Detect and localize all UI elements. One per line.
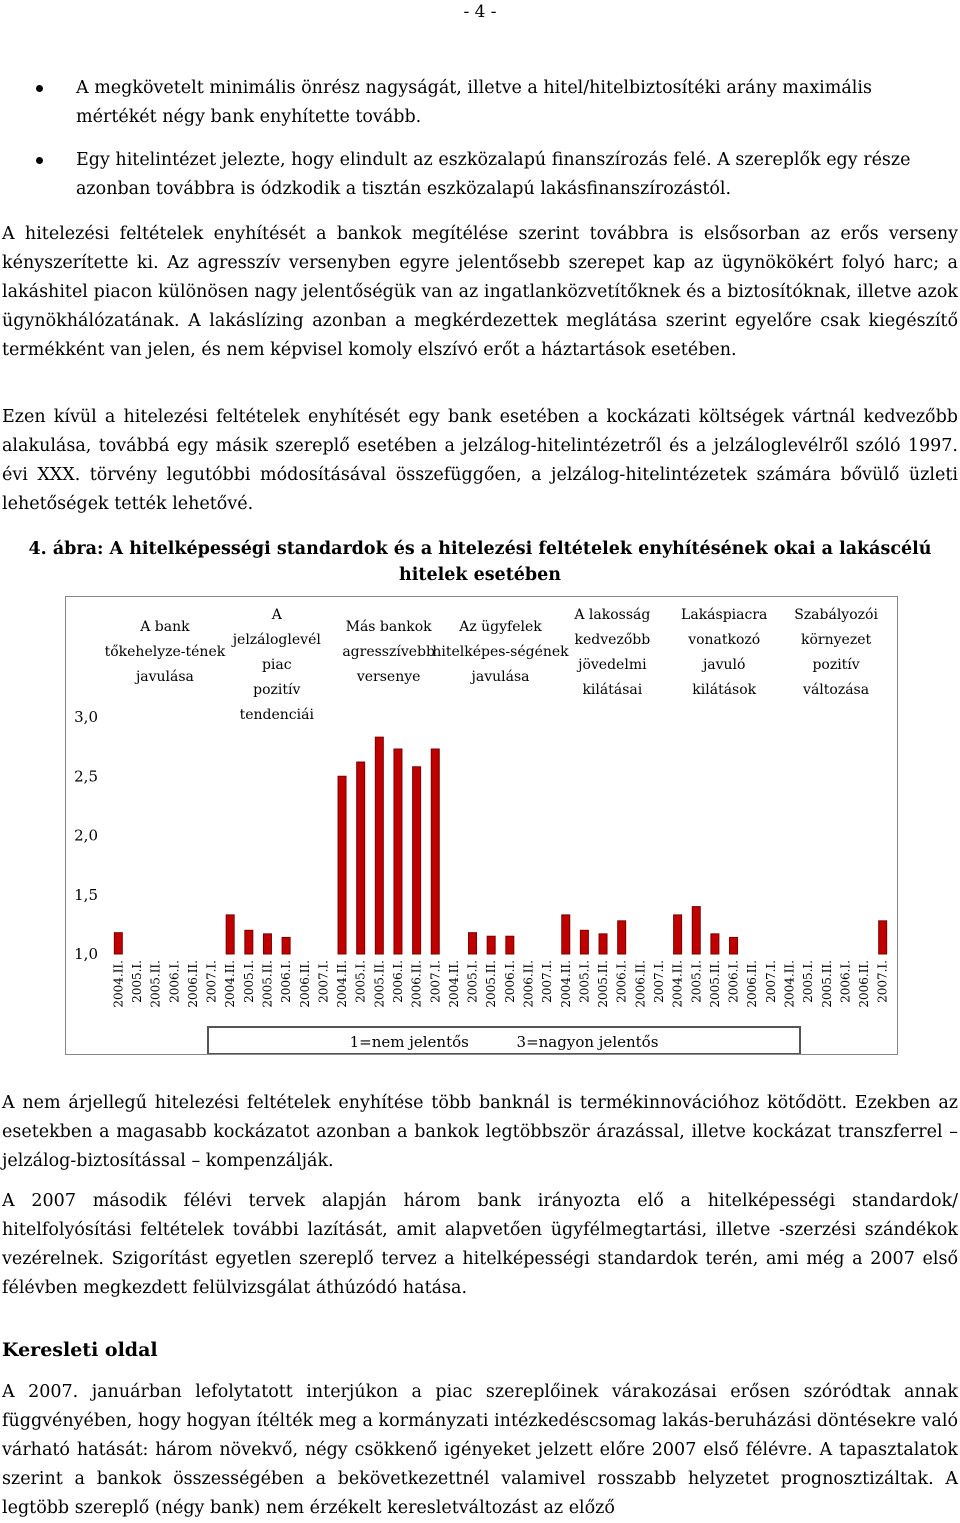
x-tick-label: 2007.I. (651, 960, 666, 1003)
chart-frame (65, 596, 898, 1055)
x-tick-label: 2005.I. (577, 960, 592, 1003)
group-label: javulása (135, 669, 194, 685)
y-tick-label: 2,5 (74, 767, 98, 786)
bar (562, 915, 570, 954)
y-tick-label: 1,5 (74, 885, 98, 904)
x-tick-label: 2004.II. (111, 960, 126, 1008)
bar (618, 921, 626, 954)
x-tick-label: 2006.I. (390, 960, 405, 1003)
group-label: pozitív (812, 657, 860, 673)
paragraph: Ezen kívül a hitelezési feltételek enyhítését egy bank esetében a kockázati költségek vártnál kedvezőbb alakulása, továbbá egy másik szereplő esetében a jelzálog-hitelintézetről és a jelzáloglevélről szóló 1997. évi XXX. törvény legutóbbi módosításával összefüggően, a jelzálog-hitelintézetek számára bővülő üzleti lehetőségek tették lehetővé. (2, 407, 958, 514)
x-tick-label: 2005.II. (372, 960, 387, 1008)
x-tick-label: 2006.I. (167, 960, 182, 1003)
bar (469, 933, 477, 954)
x-tick-label: 2007.I. (204, 960, 219, 1003)
bullet-item: Egy hitelintézet jelezte, hogy elindult az eszközalapú finanszírozás felé. A szereplők egy része azonban továbbra is ódzkodik a tisztán eszközalapú lakásfinanszírozástól. (0, 146, 960, 204)
x-tick-label: 2005.II. (596, 960, 611, 1008)
x-tick-label: 2006.II. (521, 960, 536, 1008)
x-tick-label: 2005.II. (148, 960, 163, 1008)
y-tick-label: 3,0 (74, 708, 98, 726)
x-tick-label: 2007.I. (316, 960, 331, 1003)
group-label: A bank (140, 619, 190, 635)
group-label: A lakosság (574, 607, 651, 623)
paragraph: A nem árjellegű hitelezési feltételek enyhítése több banknál is termékinnovációhoz kötődött. Ezekben az esetekben a magasabb kockázatot azonban a bankok legtöbbször árazással, illetve kockázat transzferrel – jelzálog-biztosítással – kompenzálják. (2, 1093, 958, 1171)
group-label: kilátások (692, 682, 757, 698)
x-tick-label: 2004.II. (558, 960, 573, 1008)
group-label: Lakáspiacra (681, 607, 768, 623)
bar (711, 934, 719, 954)
x-tick-label: 2006.II. (745, 960, 760, 1008)
x-tick-label: 2006.II. (185, 960, 200, 1008)
bar (375, 737, 383, 954)
group-label: tőkehelyze-tének (104, 644, 226, 660)
bar (282, 937, 290, 954)
bar (245, 930, 253, 954)
group-label: A (271, 607, 282, 623)
group-label: Más bankok (345, 619, 432, 635)
bar (338, 776, 346, 954)
figure-title: 4. ábra: A hitelképességi standardok és a hitelezési feltételek enyhítésének okai a lakáscélú hitelek esetében (28, 539, 932, 585)
group-label: jövedelmi (578, 657, 647, 673)
x-tick-label: 2004.II. (446, 960, 461, 1008)
x-tick-label: 2005.I. (129, 960, 144, 1003)
bar (674, 915, 682, 954)
group-label: Szabályozói (794, 607, 878, 623)
group-label: versenye (356, 669, 421, 685)
y-tick-label: 2,0 (74, 826, 98, 845)
page-number: - 4 - (463, 2, 497, 22)
bar (879, 921, 887, 954)
group-label: környezet (801, 632, 872, 648)
section-heading: Keresleti oldal (2, 1339, 158, 1361)
group-label: kedvezőbb (574, 632, 651, 648)
x-tick-label: 2006.II. (409, 960, 424, 1008)
bar (263, 934, 271, 954)
x-tick-label: 2004.II. (335, 960, 350, 1008)
x-tick-label: 2007.I. (540, 960, 555, 1003)
group-label: javuló (702, 657, 746, 673)
bar (580, 930, 588, 954)
bar (487, 936, 495, 954)
x-tick-label: 2006.I. (279, 960, 294, 1003)
bar (357, 762, 365, 954)
bullet-list (0, 74, 960, 218)
x-tick-label: 2005.II. (260, 960, 275, 1008)
x-tick-label: 2006.I. (614, 960, 629, 1003)
x-tick-label: 2006.I. (726, 960, 741, 1003)
x-tick-label: 2007.I. (428, 960, 443, 1003)
x-tick-label: 2005.II. (484, 960, 499, 1008)
x-tick-label: 2005.II. (707, 960, 722, 1008)
x-tick-label: 2005.I. (241, 960, 256, 1003)
x-tick-label: 2007.I. (875, 960, 890, 1003)
paragraph: A hitelezési feltételek enyhítését a bankok megítélése szerint továbbra is elsősorban az erős verseny kényszerítette ki. Az agresszív versenyben egyre jelentősebb szerepet kap az ügynökökért folyó harc; a lakáshitel piacon különösen nagy jelentőségük van az ingatlanközvetítőknek és a biztosítóknak, illetve azok ügynökhálózatának. A lakáslízing azonban a megkérdezettek meglátása szerint egyelőre csak kiegészítő termékként van jelen, és nem képvisel komoly elszívó erőt a háztartások esetében. (2, 224, 958, 360)
group-label: jelzáloglevél (232, 632, 321, 648)
group-label: pozitív (253, 682, 301, 698)
group-label: vonatkozó (688, 632, 761, 648)
x-tick-label: 2006.II. (297, 960, 312, 1008)
x-tick-label: 2004.II. (670, 960, 685, 1008)
bar (599, 934, 607, 954)
paragraph: A 2007. januárban lefolytatott interjúkon a piac szereplőinek várakozásai erősen szóródtak annak függvényében, hogy hogyan ítélték meg a kormányzati intézkedéscsomag lakás-beruházási döntésekre való várható hatását: három növekvő, négy csökkenő igényeket jelzett előre 2007 első félévre. A tapasztalatok szerint a bankok összességében a bekövetkezettnél valamivel rosszabb helyzetet prognosztizáltak. A legtöbb szereplő (négy bank) nem érzékelt keresletváltozást az előző (2, 1382, 958, 1518)
group-label: agresszívebb (342, 644, 435, 660)
x-tick-label: 2006.I. (838, 960, 853, 1003)
group-label: javulása (471, 669, 530, 685)
x-tick-label: 2005.I. (353, 960, 368, 1003)
group-label: tendenciái (239, 707, 314, 723)
x-tick-label: 2005.I. (801, 960, 816, 1003)
x-tick-label: 2005.I. (689, 960, 704, 1003)
y-tick-label: 1,0 (74, 945, 98, 963)
group-label: piac (261, 657, 292, 673)
group-label: hitelképes-ségének (432, 644, 569, 660)
x-tick-label: 2006.II. (633, 960, 648, 1008)
bar (226, 915, 234, 954)
group-label: kilátásai (582, 682, 643, 698)
x-tick-label: 2006.I. (502, 960, 517, 1003)
group-label: Az ügyfelek (459, 619, 542, 635)
x-tick-label: 2004.II. (782, 960, 797, 1008)
bar (730, 937, 738, 954)
legend-text: 1=nem jelentős 3=nagyon jelentős (349, 1033, 659, 1051)
bar-chart (66, 597, 897, 1054)
paragraph: A 2007 második félévi tervek alapján három bank irányozta elő a hitelképességi standardok/ hitelfolyósítási feltételek további lazítását, amit alapvetően ügyfélmegtartási, illetve -szerzési szándékok vezérelnek. Szigorítást egyetlen szereplő tervez a hitelképességi standardok terén, ami még a 2007 első félévben megkezdett felülvizsgálat áthúzódó hatása. (2, 1191, 958, 1298)
x-tick-label: 2007.I. (763, 960, 778, 1003)
x-tick-label: 2005.II. (819, 960, 834, 1008)
bar (114, 933, 122, 954)
bar (692, 907, 700, 954)
group-label: változása (803, 682, 870, 698)
bullet-item: A megkövetelt minimális önrész nagyságát, illetve a hitel/hitelbiztosítéki arány maximális mértékét négy bank enyhítette tovább. (0, 74, 960, 132)
bar (394, 749, 402, 954)
bar (431, 749, 439, 954)
bar (506, 936, 514, 954)
bar (413, 767, 421, 954)
x-tick-label: 2005.I. (465, 960, 480, 1003)
x-tick-label: 2006.II. (857, 960, 872, 1008)
x-tick-label: 2004.II. (223, 960, 238, 1008)
